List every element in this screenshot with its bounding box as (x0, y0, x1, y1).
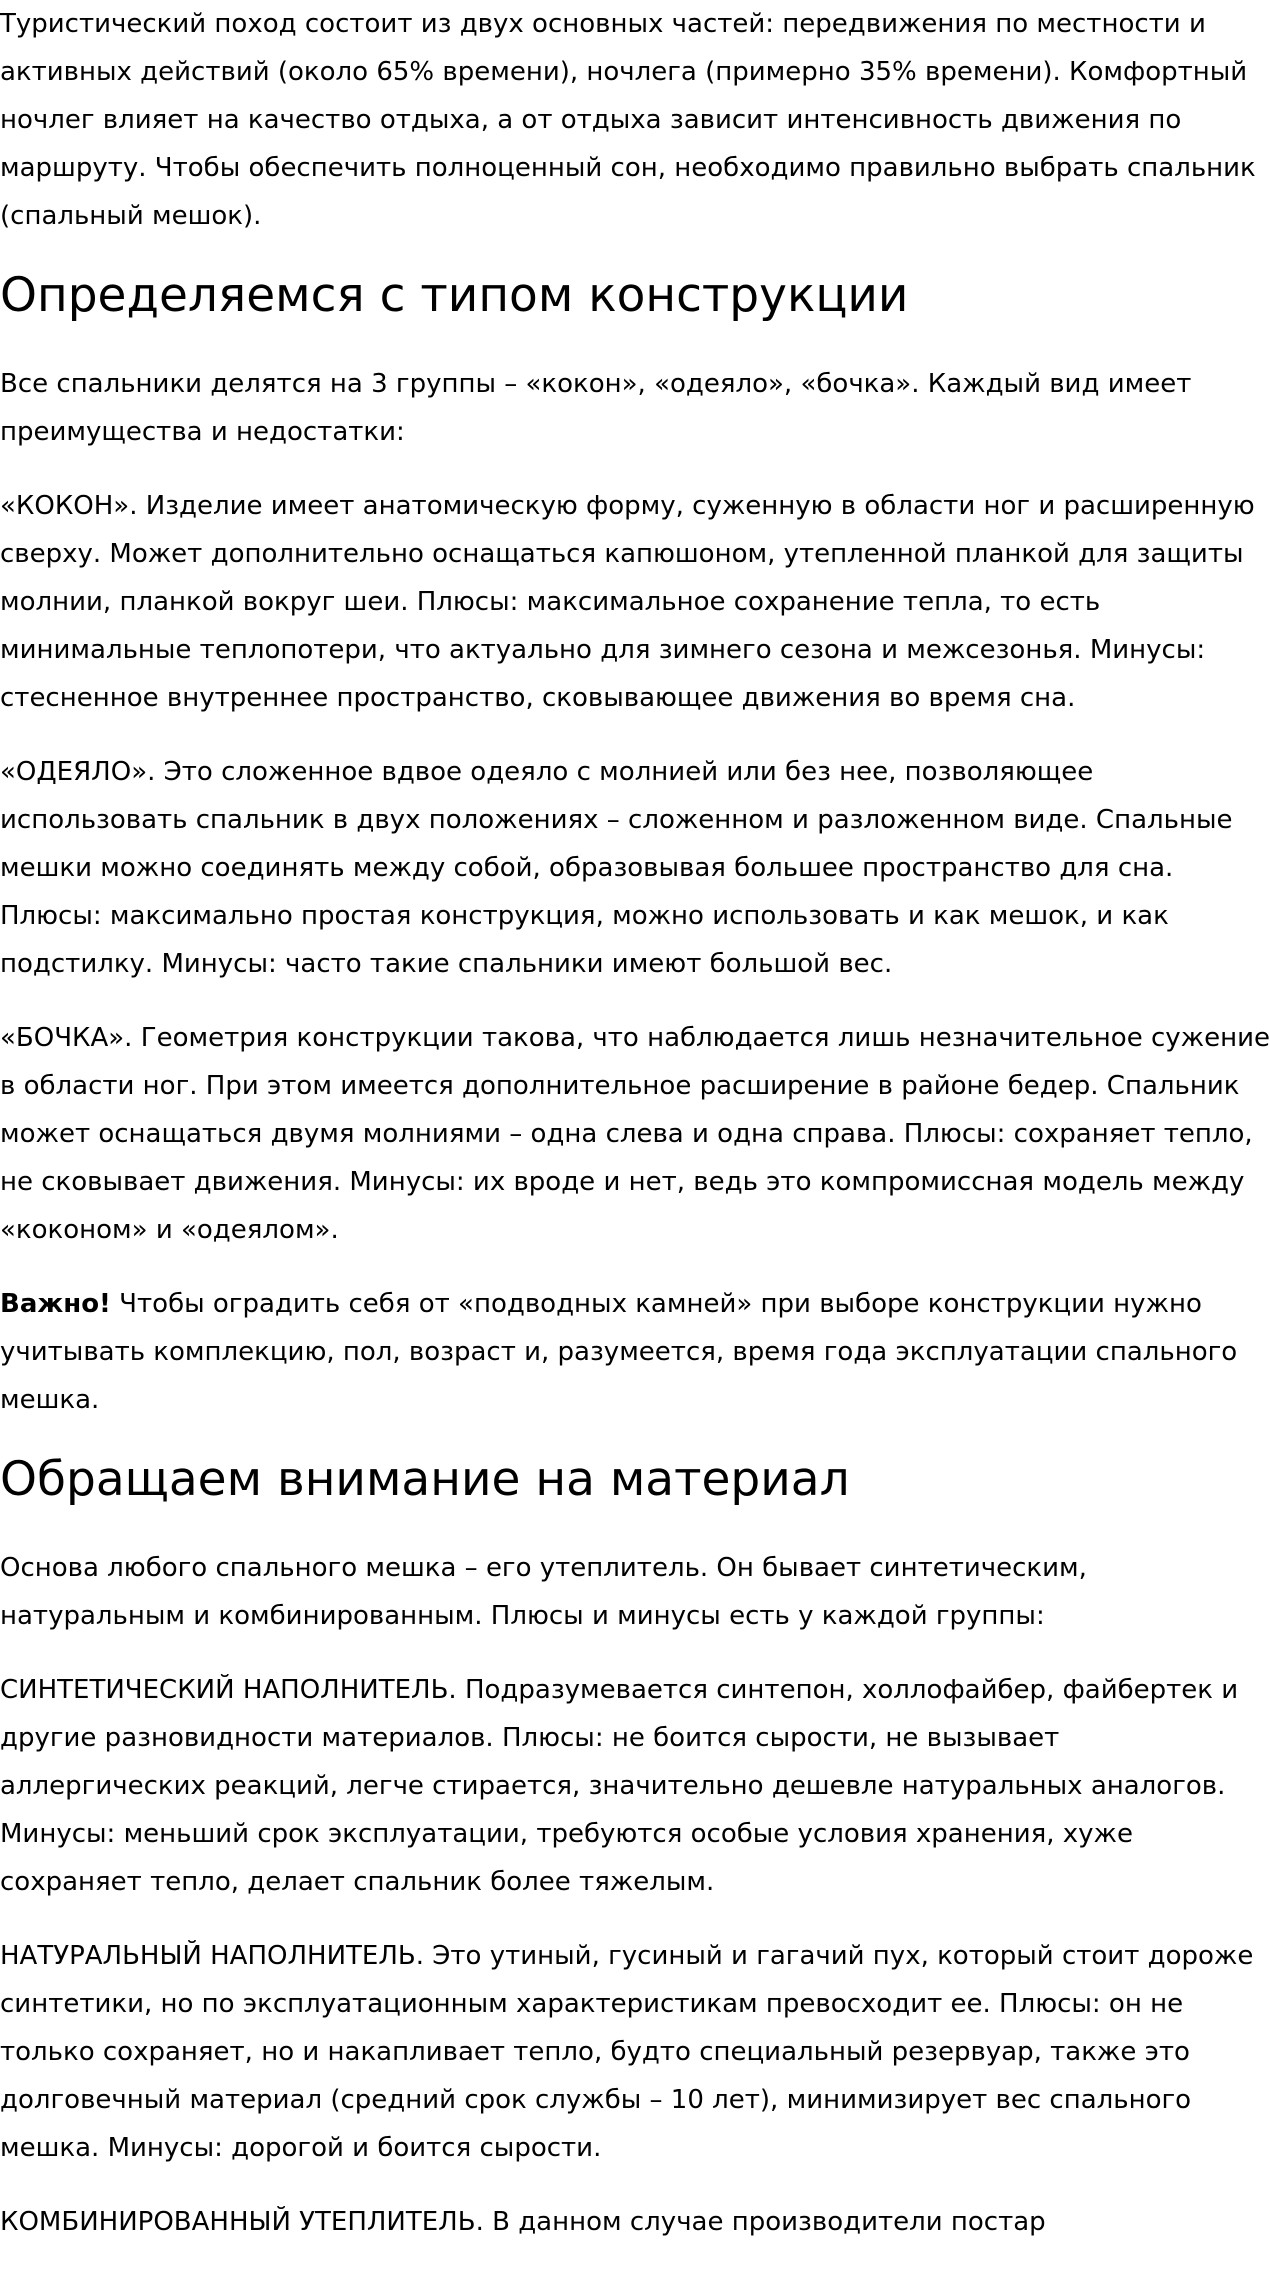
section-heading-construction: Определяемся с типом конструкции (0, 268, 909, 323)
barrel-paragraph: «БОЧКА». Геометрия конструкции такова, что наблюдается лишь незначительное сужение в области ног. При этом имеется дополнительное расширение в районе бедер. Спальник может оснащаться двумя молниями – одна слева и одна справа. Плюсы: сохраняет тепло, не сковывает движения. Минусы: их вроде и нет, ведь это компромиссная модель между «коконом» и «одеялом». (0, 1023, 1270, 1245)
combined-paragraph: КОМБИНИРОВАННЫЙ УТЕПЛИТЕЛЬ. В данном случае производители постар (0, 2207, 1046, 2237)
cocoon-paragraph: «КОКОН». Изделие имеет анатомическую форму, суженную в области ног и расширенную сверху. Может дополнительно оснащаться капюшоном, утепленной планкой для защиты молнии, планкой вокруг шеи. Плюсы: максимальное сохранение тепла, то есть минимальные теплопотери, что актуально для зимнего сезона и межсезонья. Минусы: стесненное внутреннее пространство, сковывающее движения во время сна. (0, 491, 1255, 713)
important-label: Важно! (0, 1289, 111, 1319)
section-heading-material: Обращаем внимание на материал (0, 1452, 850, 1507)
construction-intro-paragraph: Все спальники делятся на 3 группы – «кокон», «одеяло», «бочка». Каждый вид имеет преимущества и недостатки: (0, 369, 1192, 447)
important-paragraph (0, 1280, 1270, 1424)
intro-paragraph: Туристический поход состоит из двух основных частей: передвижения по местности и активных действий (около 65% времени), ночлега (примерно 35% времени). Комфортный ночлег влияет на качество отдыха, а от отдыха зависит интенсивность движения по маршруту. Чтобы обеспечить полноценный сон, необходимо правильно выбрать спальник (спальный мешок). (0, 9, 1256, 231)
material-intro-paragraph: Основа любого спального мешка – его утеплитель. Он бывает синтетическим, натуральным и комбинированным. Плюсы и минусы есть у каждой группы: (0, 1553, 1087, 1631)
natural-paragraph: НАТУРАЛЬНЫЙ НАПОЛНИТЕЛЬ. Это утиный, гусиный и гагачий пух, который стоит дороже синтетики, но по эксплуатационным характеристикам превосходит ее. Плюсы: он не только сохраняет, но и накапливает тепло, будто специальный резервуар, также это долговечный материал (средний срок службы – 10 лет), минимизирует вес спального мешка. Минусы: дорогой и боится сырости. (0, 1941, 1254, 2163)
important-text: Чтобы оградить себя от «подводных камней» при выборе конструкции нужно учитывать комплекцию, пол, возраст и, разумеется, время года эксплуатации спального мешка. (0, 1289, 1238, 1415)
blanket-paragraph: «ОДЕЯЛО». Это сложенное вдвое одеяло с молнией или без нее, позволяющее использовать спальник в двух положениях – сложенном и разложенном виде. Спальные мешки можно соединять между собой, образовывая большее пространство для сна. Плюсы: максимально простая конструкция, можно использовать и как мешок, и как подстилку. Минусы: часто такие спальники имеют большой вес. (0, 757, 1233, 979)
synthetic-paragraph: СИНТЕТИЧЕСКИЙ НАПОЛНИТЕЛЬ. Подразумевается синтепон, холлофайбер, файбертек и другие разновидности материалов. Плюсы: не боится сырости, не вызывает аллергических реакций, легче стирается, значительно дешевле натуральных аналогов. Минусы: меньший срок эксплуатации, требуются особые условия хранения, хуже сохраняет тепло, делает спальник более тяжелым. (0, 1675, 1239, 1897)
